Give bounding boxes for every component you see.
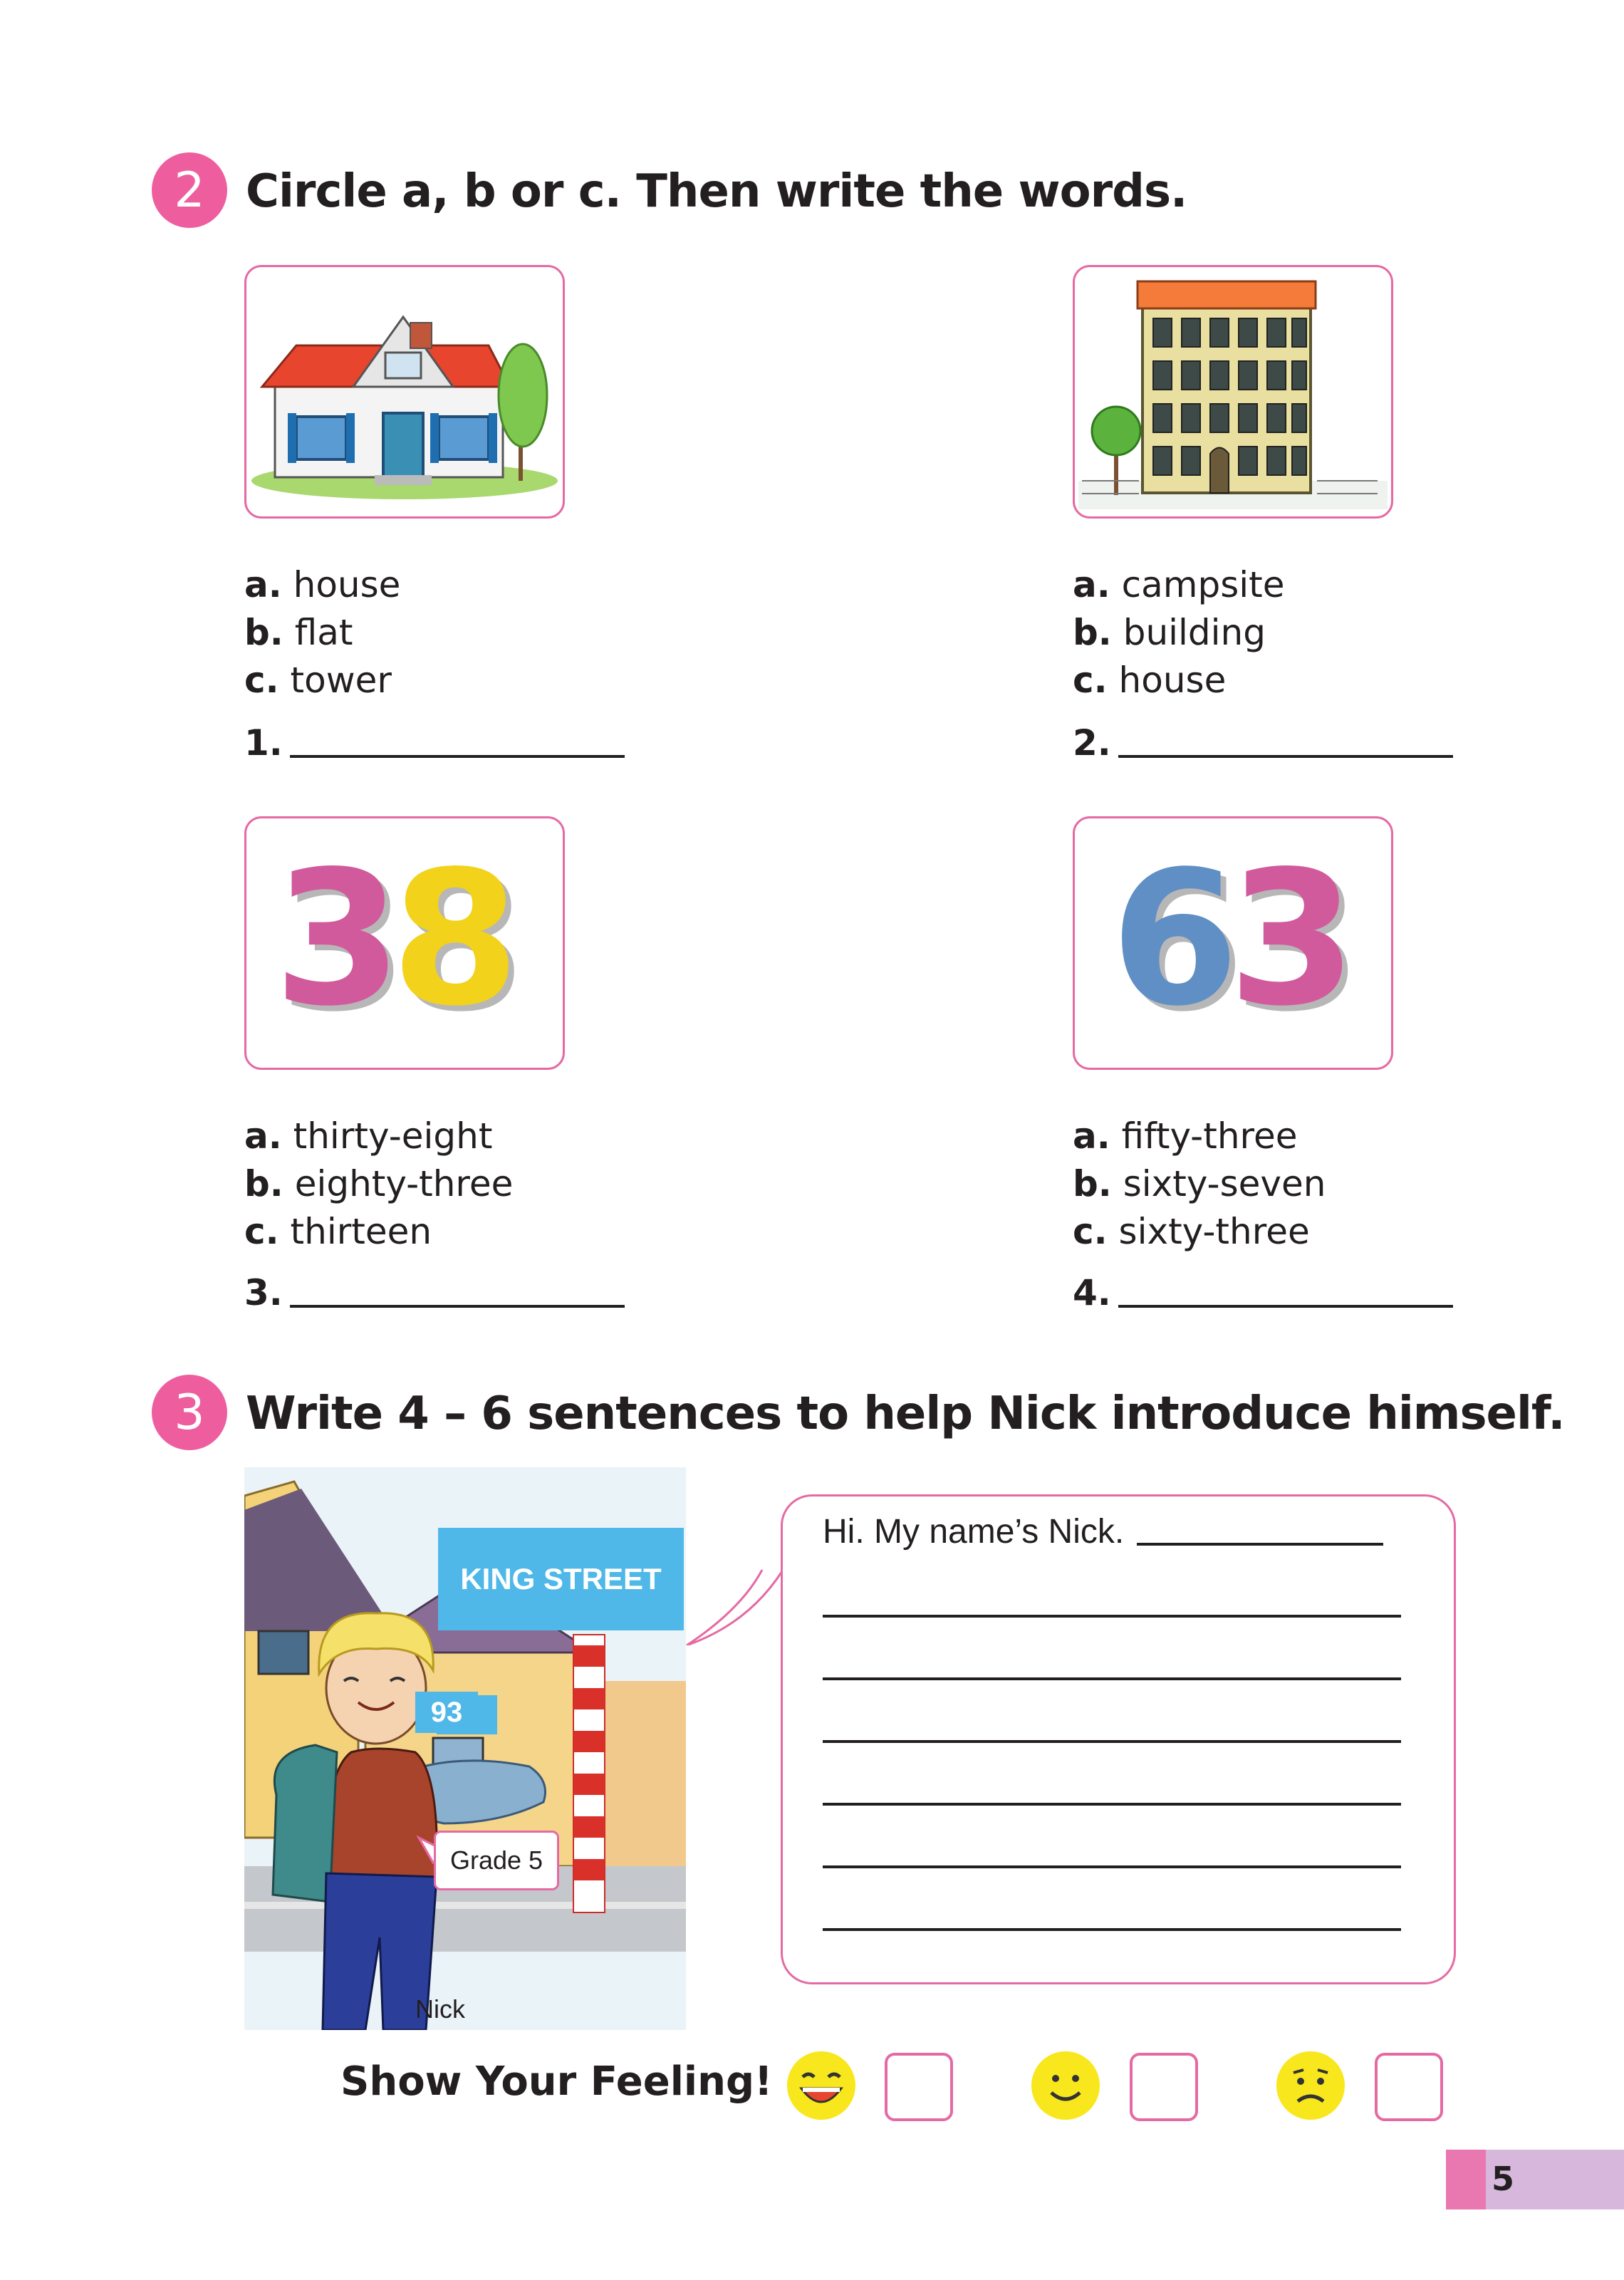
sad-face-icon (1276, 2051, 1345, 2120)
option-letter: b. (244, 1163, 283, 1204)
option-word[interactable]: tower (290, 660, 392, 701)
option-word[interactable]: eighty-three (294, 1163, 514, 1204)
option-letter: b. (244, 612, 283, 653)
answer-blank[interactable] (1118, 719, 1453, 758)
option-word[interactable]: house (293, 564, 401, 605)
speech-first-line (823, 1512, 1383, 1551)
item-1-options (244, 561, 400, 704)
answer-number: 1. (244, 722, 283, 764)
answer-blank[interactable] (290, 719, 625, 758)
house-number-plate (415, 1692, 478, 1733)
option-word[interactable]: thirty-eight (293, 1115, 493, 1157)
digit: 8 (390, 832, 509, 1047)
option-letter: a. (244, 1115, 282, 1157)
house-picture-card (244, 265, 565, 519)
smiling-face-icon (1031, 2051, 1100, 2120)
option-word[interactable]: campsite (1121, 564, 1285, 605)
option-row (244, 1208, 513, 1256)
option-word[interactable]: building (1123, 612, 1266, 653)
writing-line[interactable] (823, 1928, 1401, 1931)
option-row (1073, 657, 1285, 704)
option-word[interactable]: house (1118, 660, 1227, 701)
option-word[interactable]: fifty-three (1121, 1115, 1298, 1157)
exercise-3-number-badge (152, 1375, 227, 1450)
speech-bubble-tail (684, 1567, 784, 1645)
option-word[interactable]: sixty-seven (1123, 1163, 1326, 1204)
nick-caption: Nick (415, 1994, 465, 2024)
digit: 6 (1110, 832, 1228, 1047)
answer-blank[interactable] (1118, 1269, 1453, 1308)
option-word[interactable]: thirteen (290, 1211, 432, 1252)
answer-line-1[interactable] (244, 719, 625, 764)
option-row (244, 657, 400, 704)
option-row (244, 561, 400, 609)
sad-feeling-checkbox[interactable] (1375, 2053, 1443, 2121)
item-2-options (1073, 561, 1285, 704)
exercise-2-instruction: Circle a, b or c. Then write the words. (246, 165, 1187, 218)
option-row (1073, 1208, 1326, 1256)
laughing-face-icon (787, 2051, 855, 2120)
speech-start-text: Hi. My name’s Nick. (823, 1513, 1125, 1551)
writing-line[interactable] (823, 1615, 1401, 1618)
page-number: 5 (1492, 2160, 1515, 2198)
building-picture (1075, 267, 1391, 516)
option-word[interactable]: flat (294, 612, 353, 653)
exercise-2-number: 2 (174, 162, 205, 219)
feelings-label: Show Your Feeling! (340, 2058, 773, 2105)
writing-line[interactable] (823, 1677, 1401, 1680)
speech-bubble (781, 1494, 1456, 1984)
building-picture-card (1073, 265, 1393, 519)
digit: 3 (1227, 832, 1345, 1047)
item-3-options (244, 1113, 513, 1256)
house-picture (246, 267, 563, 516)
number-63-picture (1110, 832, 1345, 1047)
option-letter: c. (1073, 660, 1108, 701)
laughing-feeling-checkbox[interactable] (885, 2053, 953, 2121)
option-row (244, 1160, 513, 1208)
street-sign (438, 1528, 684, 1630)
exercise-3-number: 3 (174, 1384, 205, 1441)
option-letter: c. (244, 660, 279, 701)
option-row (1073, 561, 1285, 609)
item-4-options (1073, 1113, 1326, 1256)
option-letter: a. (244, 564, 282, 605)
option-letter: c. (244, 1211, 279, 1252)
option-letter: c. (1073, 1211, 1108, 1252)
answer-number: 3. (244, 1272, 283, 1313)
writing-line[interactable] (823, 1803, 1401, 1806)
answer-line-2[interactable] (1073, 719, 1453, 764)
exercise-3-instruction: Write 4 – 6 sentences to help Nick introduce himself. (246, 1388, 1565, 1440)
answer-number: 4. (1073, 1272, 1111, 1313)
page-tab-accent (1446, 2150, 1486, 2209)
answer-number: 2. (1073, 722, 1111, 764)
writing-line[interactable] (1137, 1514, 1383, 1546)
number-38-picture (274, 832, 509, 1047)
writing-line[interactable] (823, 1740, 1401, 1743)
digit: 3 (274, 832, 391, 1047)
smiling-feeling-checkbox[interactable] (1130, 2053, 1198, 2121)
number-38-picture-card (244, 816, 565, 1070)
option-word[interactable]: sixty-three (1118, 1211, 1310, 1252)
option-letter: a. (1073, 564, 1110, 605)
writing-line[interactable] (823, 1865, 1401, 1868)
number-63-picture-card (1073, 816, 1393, 1070)
page-number-tab (1446, 2150, 1624, 2209)
house-number: 93 (430, 1696, 463, 1728)
street-sign-text: KING STREET (460, 1562, 662, 1596)
grade-badge-text: Grade 5 (449, 1846, 543, 1875)
answer-line-3[interactable] (244, 1269, 625, 1313)
answer-line-4[interactable] (1073, 1269, 1453, 1313)
answer-blank[interactable] (290, 1269, 625, 1308)
nick-illustration (244, 1467, 686, 2030)
grade-badge (434, 1831, 559, 1890)
option-row (1073, 609, 1285, 657)
option-letter: b. (1073, 1163, 1112, 1204)
option-letter: a. (1073, 1115, 1110, 1157)
option-row (1073, 1113, 1326, 1160)
option-row (1073, 1160, 1326, 1208)
exercise-2-number-badge (152, 152, 227, 228)
option-row (244, 609, 400, 657)
option-row (244, 1113, 513, 1160)
option-letter: b. (1073, 612, 1112, 653)
